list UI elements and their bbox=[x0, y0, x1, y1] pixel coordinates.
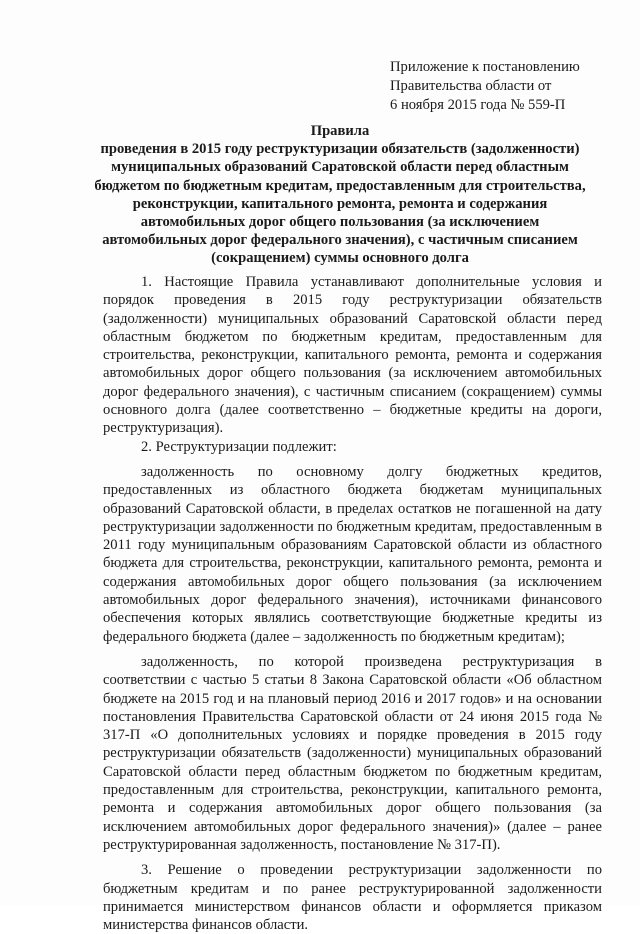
title-line-5: автомобильных дорог общего пользования (за исключением bbox=[140, 214, 540, 231]
document-body bbox=[103, 273, 602, 934]
title-line-2: муниципальных образований Саратовской области перед областным bbox=[111, 159, 569, 176]
appendix-line-1: Приложение к постановлению bbox=[390, 59, 580, 75]
paragraph-1: 1. Настоящие Правила устанавливают дополнительные условия и порядок проведения в 2015 году реструктуризации обязательств (задолженности) муниципальных образований Саратовской области перед областным бюджетом по бюджетным кредитам, предоставленным для строительства, реконструкции, капитального ремонта, ремонта и содержания автомобильных дорог общего пользования (за исключением автомобильных дорог федерального значения), с частичным списанием (сокращением) суммы основного долга (далее соответственно – бюджетные кредиты на дороги, реструктуризация). bbox=[103, 274, 602, 437]
title-line-1: проведения в 2015 году реструктуризации обязательств (задолженности) bbox=[100, 141, 580, 158]
title-line-7: (сокращением) суммы основного долга bbox=[211, 250, 469, 267]
paragraph-5: 3. Решение о проведении реструктуризации задолженности по бюджетным кредитам и по ранее реструктурированной задолженности принимается министерством финансов области и оформляется приказом министерства финансов области. bbox=[103, 862, 602, 934]
appendix-line-2: Правительства области от bbox=[390, 78, 552, 94]
title-line-3: бюджетом по бюджетным кредитам, предоставленным для строительства, bbox=[94, 177, 586, 194]
title-line-4: реконструкции, капитального ремонта, ремонта и содержания bbox=[132, 195, 548, 212]
appendix-line-3: 6 ноября 2015 года № 559-П bbox=[390, 97, 566, 113]
paragraph-4: задолженность, по которой произведена реструктуризация в соответствии с частью 5 статьи 8 Закона Саратовской области «Об областном бюджете на 2015 год и на плановый период 2016 и 2017 годов» и на основании постановления Правительства Саратовской области от 24 июня 2015 года № 317-П «О дополнительных условиях и порядке проведения в 2015 году реструктуризации обязательств (задолженности) муниципальных образований Саратовской области перед областным бюджетом по бюджетным кредитам, предоставленным для строительства, реконструкции, капитального ремонта, ремонта и содержания автомобильных дорог общего пользования (за исключением автомобильных дорог федерального значения)» (далее – ранее реструктурированная задолженность, постановление № 317-П). bbox=[103, 653, 602, 853]
document-title bbox=[70, 122, 610, 268]
title-heading: Правила bbox=[310, 123, 370, 139]
appendix-note bbox=[390, 58, 630, 115]
paragraph-3: задолженность по основному долгу бюджетных кредитов, предоставленных из областного бюджета бюджетам муниципальных образований Саратовской области, в пределах остатков не погашенной на дату реструктуризации задолженности по бюджетным кредитам, предоставленным в 2011 году муниципальным образованиям Саратовской области из областного бюджета для строительства, реконструкции, капитального ремонта, ремонта и содержания автомобильных дорог общего пользования (за исключением автомобильных дорог федерального значения), источниками финансового обеспечения которых являлись соответствующие бюджетные кредиты из федерального бюджета (далее – задолженность по бюджетным кредитам); bbox=[103, 463, 602, 645]
title-line-6: автомобильных дорог федерального значения), с частичным списанием bbox=[102, 232, 578, 249]
paragraph-2: 2. Реструктуризации подлежит: bbox=[141, 438, 337, 455]
